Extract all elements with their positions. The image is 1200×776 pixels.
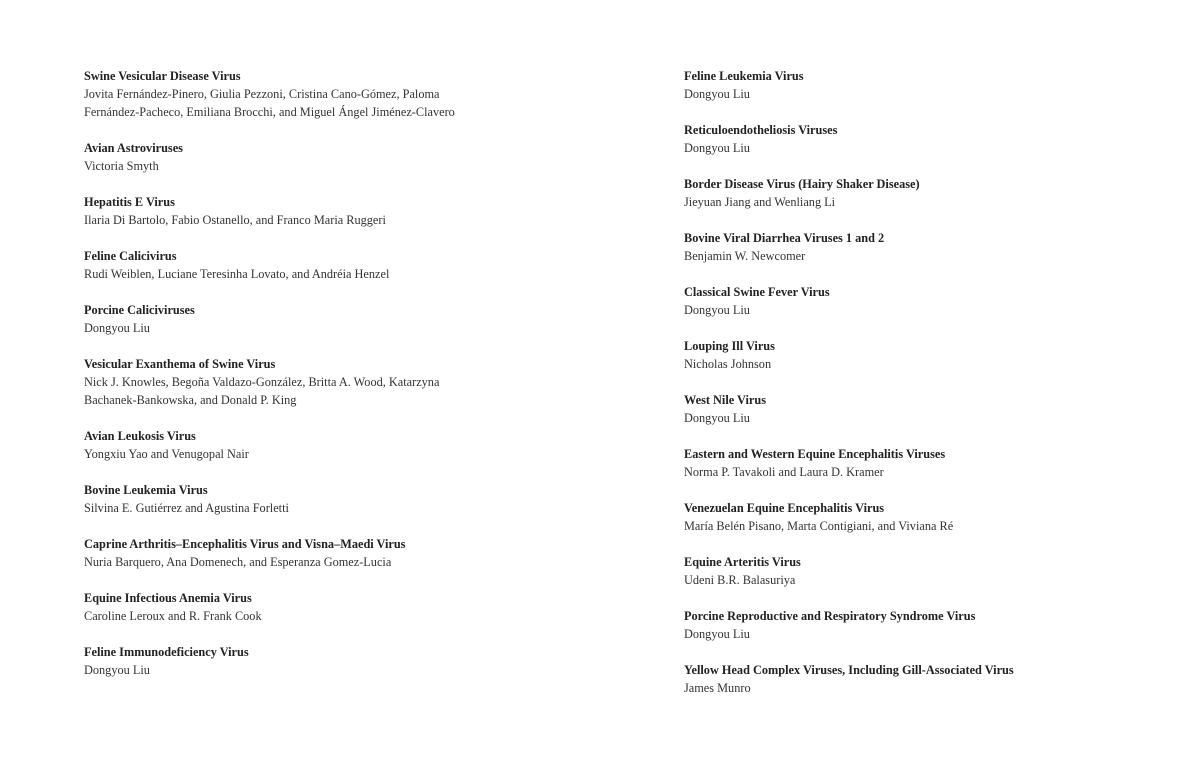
chapter-title: Louping Ill Virus bbox=[684, 339, 775, 353]
chapter-title: Classical Swine Fever Virus bbox=[684, 285, 830, 299]
chapter-title: Eastern and Western Equine Encephalitis Viruses bbox=[684, 447, 946, 461]
left-column bbox=[84, 67, 524, 697]
chapter-authors: Jieyuan Jiang and Wenliang Li bbox=[684, 195, 836, 209]
chapter-title: West Nile Virus bbox=[684, 393, 766, 407]
chapter-title: Caprine Arthritis–Encephalitis Virus and Visna–Maedi Virus bbox=[84, 537, 406, 551]
chapter-title: Feline Leukemia Virus bbox=[684, 69, 804, 83]
chapter-authors: Victoria Smyth bbox=[84, 159, 159, 173]
chapter-authors: James Munro bbox=[684, 681, 751, 695]
chapter-authors: Udeni B.R. Balasuriya bbox=[684, 573, 796, 587]
chapter-authors: Silvina E. Gutiérrez and Agustina Forletti bbox=[84, 501, 289, 515]
chapter-authors: Nick J. Knowles, Begoña Valdazo-González, Britta A. Wood, Katarzyna Bachanek-Bankowska, and Donald P. King bbox=[84, 375, 440, 407]
toc-entry bbox=[684, 121, 1124, 157]
toc-entry bbox=[684, 337, 1124, 373]
toc-entry bbox=[684, 391, 1124, 427]
toc-entry bbox=[84, 247, 524, 283]
toc-entry bbox=[684, 553, 1124, 589]
toc-entry bbox=[84, 301, 524, 337]
chapter-title: Border Disease Virus (Hairy Shaker Disease) bbox=[684, 177, 920, 191]
toc-entry bbox=[84, 643, 524, 679]
chapter-title: Reticuloendotheliosis Viruses bbox=[684, 123, 838, 137]
toc-entry bbox=[84, 427, 524, 463]
chapter-authors: Norma P. Tavakoli and Laura D. Kramer bbox=[684, 465, 884, 479]
chapter-title: Equine Infectious Anemia Virus bbox=[84, 591, 252, 605]
chapter-title: Hepatitis E Virus bbox=[84, 195, 175, 209]
chapter-authors: Jovita Fernández-Pinero, Giulia Pezzoni, Cristina Cano-Gómez, Paloma Fernández-Pacheco, Emiliana Brocchi, and Miguel Ángel Jiménez-Clavero bbox=[84, 87, 455, 119]
toc-entry bbox=[84, 193, 524, 229]
chapter-authors: Caroline Leroux and R. Frank Cook bbox=[84, 609, 262, 623]
chapter-authors: Dongyou Liu bbox=[684, 87, 750, 101]
chapter-title: Porcine Reproductive and Respiratory Syndrome Virus bbox=[684, 609, 976, 623]
chapter-title: Avian Leukosis Virus bbox=[84, 429, 196, 443]
toc-entry bbox=[84, 355, 524, 409]
toc-entry bbox=[684, 445, 1124, 481]
chapter-title: Swine Vesicular Disease Virus bbox=[84, 69, 241, 83]
chapter-title: Feline Immunodeficiency Virus bbox=[84, 645, 249, 659]
toc-entry bbox=[84, 67, 524, 121]
chapter-authors: Dongyou Liu bbox=[84, 321, 150, 335]
toc-entry bbox=[684, 283, 1124, 319]
chapter-authors: Dongyou Liu bbox=[684, 141, 750, 155]
toc-entry bbox=[684, 67, 1124, 103]
chapter-title: Equine Arteritis Virus bbox=[684, 555, 801, 569]
toc-entry bbox=[684, 607, 1124, 643]
chapter-authors: Nuria Barquero, Ana Domenech, and Esperanza Gomez-Lucia bbox=[84, 555, 392, 569]
toc-entry bbox=[684, 229, 1124, 265]
toc-entry bbox=[84, 481, 524, 517]
right-column bbox=[684, 67, 1124, 715]
toc-entry bbox=[84, 589, 524, 625]
toc-entry bbox=[84, 535, 524, 571]
chapter-title: Avian Astroviruses bbox=[84, 141, 183, 155]
chapter-title: Bovine Viral Diarrhea Viruses 1 and 2 bbox=[684, 231, 885, 245]
chapter-title: Bovine Leukemia Virus bbox=[84, 483, 208, 497]
chapter-title: Feline Calicivirus bbox=[84, 249, 177, 263]
toc-entry bbox=[84, 139, 524, 175]
chapter-authors: Nicholas Johnson bbox=[684, 357, 772, 371]
toc-entry bbox=[684, 661, 1124, 697]
chapter-title: Yellow Head Complex Viruses, Including Gill-Associated Virus bbox=[684, 663, 1014, 677]
toc-entry bbox=[684, 175, 1124, 211]
chapter-authors: Benjamin W. Newcomer bbox=[684, 249, 806, 263]
chapter-authors: Ilaria Di Bartolo, Fabio Ostanello, and Franco Maria Ruggeri bbox=[84, 213, 386, 227]
chapter-title: Vesicular Exanthema of Swine Virus bbox=[84, 357, 276, 371]
chapter-title: Venezuelan Equine Encephalitis Virus bbox=[684, 501, 885, 515]
chapter-authors: Dongyou Liu bbox=[84, 663, 150, 677]
chapter-title: Porcine Caliciviruses bbox=[84, 303, 195, 317]
chapter-authors: Dongyou Liu bbox=[684, 627, 750, 641]
chapter-authors: Yongxiu Yao and Venugopal Nair bbox=[84, 447, 249, 461]
chapter-authors: Rudi Weiblen, Luciane Teresinha Lovato, and Andréia Henzel bbox=[84, 267, 390, 281]
chapter-authors: Dongyou Liu bbox=[684, 411, 750, 425]
chapter-authors: Dongyou Liu bbox=[684, 303, 750, 317]
chapter-authors: María Belén Pisano, Marta Contigiani, and Viviana Ré bbox=[684, 519, 954, 533]
toc-entry bbox=[684, 499, 1124, 535]
